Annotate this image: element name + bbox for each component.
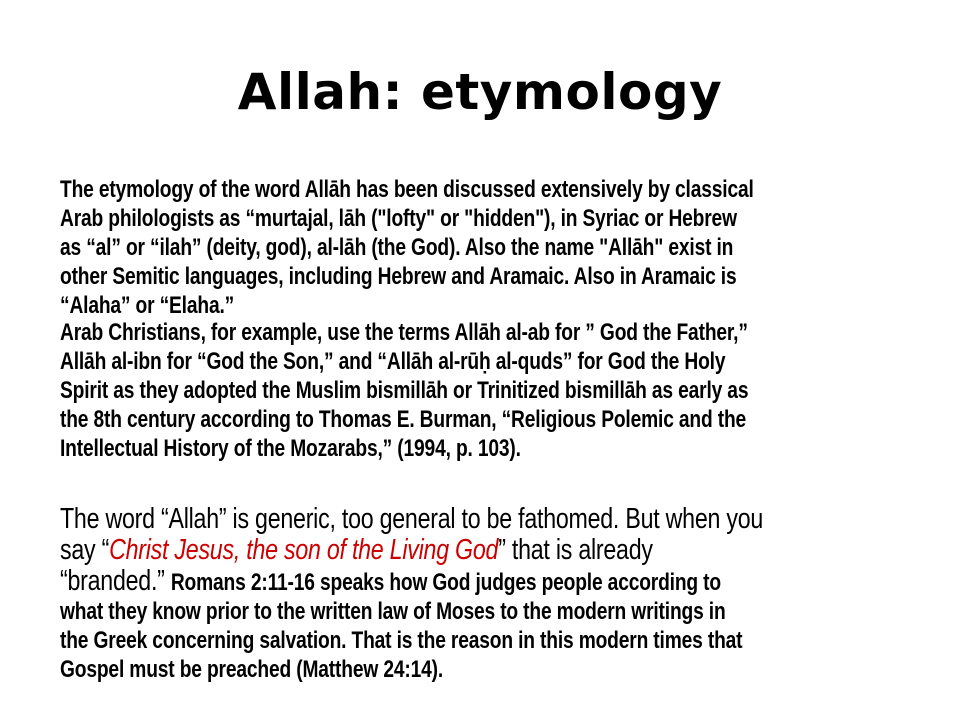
text-line: “Alaha” or “Elaha.” (60, 292, 235, 319)
text-line: Allāh al-ibn for “God the Son,” and “Allāh al-rūḥ al-quds” for God the Holy (60, 348, 726, 375)
text-line: Arab Christians, for example, use the terms Allāh al-ab for ” God the Father,” (60, 319, 748, 346)
text-line: the 8th century according to Thomas E. Burman, “Religious Polemic and the (60, 406, 747, 433)
text-line: Gospel must be preached (Matthew 24:14). (60, 656, 444, 683)
text-fragment: ” that is already (498, 534, 653, 566)
text-line (60, 534, 910, 566)
highlighted-phrase: Christ Jesus, the son of the Living God (109, 534, 499, 566)
paragraph-arab-christians (60, 318, 910, 463)
text-line: The word “Allah” is generic, too general to be fathomed. But when you (60, 503, 764, 535)
text-line: The etymology of the word Allāh has been discussed extensively by classical (60, 176, 754, 203)
text-line: as “al” or “ilah” (deity, god), al-lāh (the God). Also the name "Allāh" exist in (60, 234, 734, 261)
paragraph-etymology (60, 175, 910, 320)
text-line: what they know prior to the written law of Moses to the modern writings in (60, 598, 726, 625)
text-fragment: Romans 2:11-16 speaks how God judges people according to (170, 569, 721, 596)
text-fragment: “branded.” (60, 565, 171, 597)
text-line: Intellectual History of the Mozarabs,” (1994, p. 103). (60, 435, 521, 462)
paragraph-generic-word (60, 504, 910, 684)
text-line (60, 565, 910, 597)
text-fragment: say “ (60, 534, 110, 566)
slide-title: Allah: etymology (237, 63, 723, 121)
text-line: Spirit as they adopted the Muslim bismillāh or Trinitized bismillāh as early as (60, 377, 749, 404)
text-line: Arab philologists as “murtajal, lāh ("lofty" or "hidden"), in Syriac or Hebrew (60, 205, 737, 232)
text-line: the Greek concerning salvation. That is the reason in this modern times that (60, 627, 743, 654)
text-line: other Semitic languages, including Hebrew and Aramaic. Also in Aramaic is (60, 263, 737, 290)
